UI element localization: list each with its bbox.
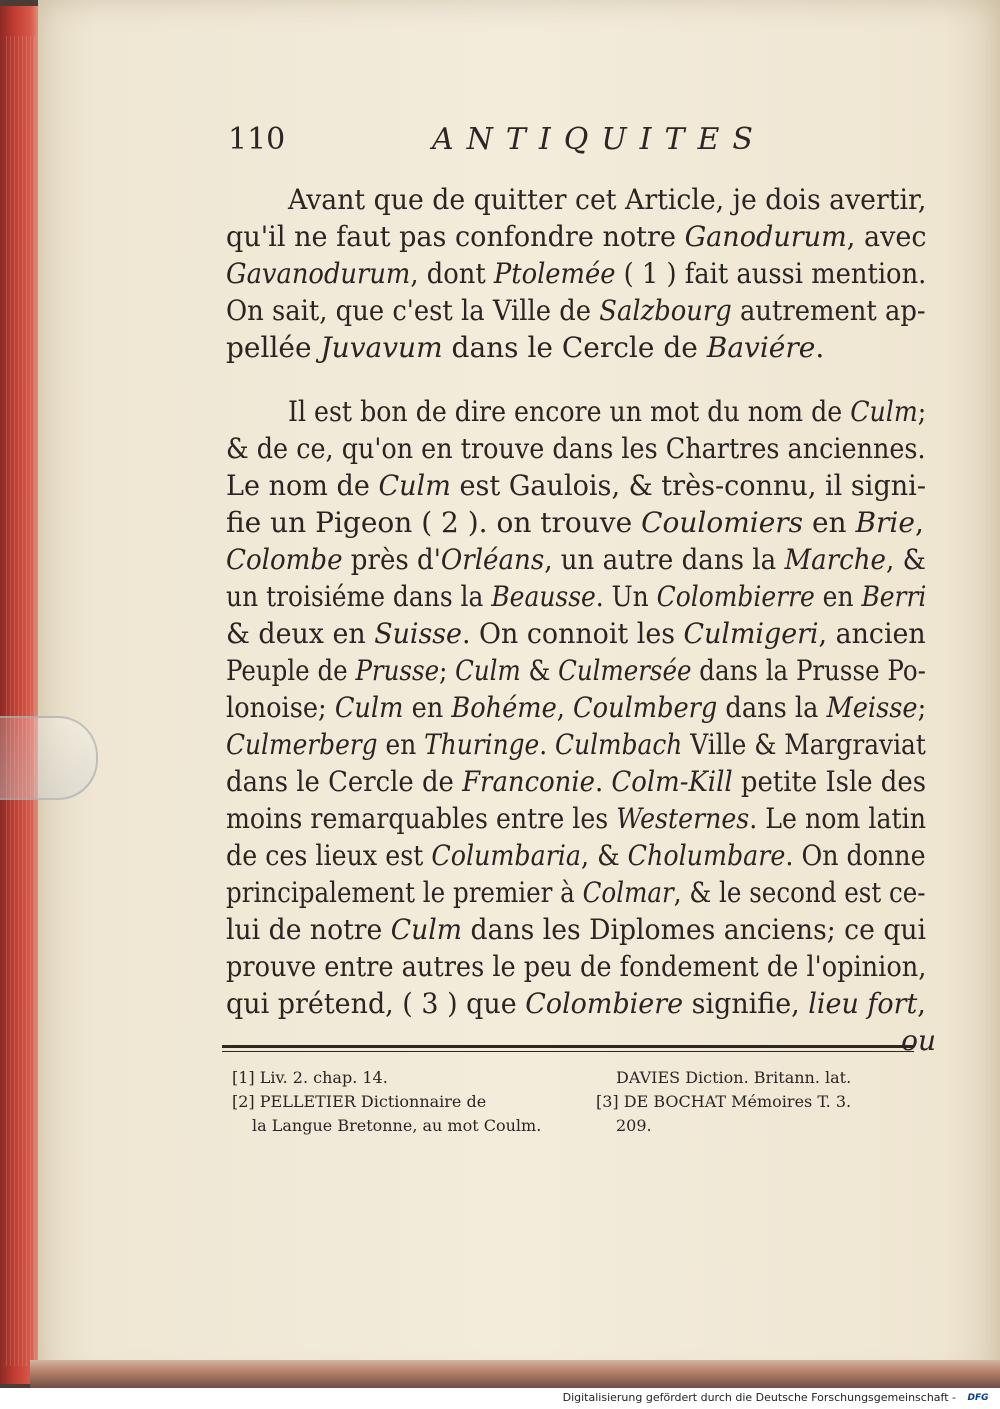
text-line-content <box>226 505 924 541</box>
page-header <box>228 122 928 172</box>
italic-term: Baviére <box>706 331 816 364</box>
page-number: 110 <box>228 122 286 157</box>
text-line-content <box>226 949 926 985</box>
text-segment: . <box>815 331 825 364</box>
text-line <box>226 616 936 652</box>
italic-term: Culmbach <box>555 728 683 761</box>
text-segment: & deux en <box>226 617 375 650</box>
italic-term: Culmersée <box>558 654 692 687</box>
text-line-content <box>226 431 926 467</box>
text-segment: Peuple de <box>226 654 356 687</box>
digitization-credit: Digitalisierung gefördert durch die Deutsche Forschungsgemeinschaft - <box>562 1391 956 1404</box>
digitization-footer <box>0 1388 1000 1409</box>
text-segment: lui de notre <box>226 913 391 946</box>
italic-term: Colombe <box>226 543 343 576</box>
italic-term: Franconie <box>462 765 595 798</box>
text-line <box>226 579 936 615</box>
text-line <box>226 838 936 874</box>
italic-term: Berri <box>861 580 927 613</box>
text-segment: Il est bon de dire encore un mot du nom de <box>288 395 851 428</box>
footnote-rule <box>222 1045 914 1048</box>
italic-term: Columbaria <box>431 839 582 872</box>
italic-term: Bohéme <box>451 691 557 724</box>
text-line <box>226 219 936 255</box>
italic-term: Beausse <box>491 580 596 613</box>
text-segment: qu'il ne faut pas confondre notre <box>226 220 685 253</box>
text-segment: de ces lieux est <box>226 839 432 872</box>
text-segment: , & le second est ce- <box>673 876 926 909</box>
italic-term: Thuringe <box>424 728 540 761</box>
text-segment: . Le nom latin <box>749 802 926 835</box>
text-line-content <box>288 182 926 218</box>
text-segment: , & <box>885 543 926 576</box>
italic-term: Cholumbare <box>627 839 786 872</box>
text-segment: prouve entre autres le peu de fondement de l'opinion, <box>226 950 927 983</box>
text-segment: , <box>556 691 574 724</box>
text-line <box>226 468 936 504</box>
text-segment: , ancien <box>818 617 926 650</box>
text-segment: dans le Cercle de <box>226 765 463 798</box>
text-line-content <box>226 727 926 763</box>
italic-term: lieu fort <box>808 987 918 1020</box>
text-segment: ; <box>917 395 927 428</box>
text-segment: & de ce, qu'on en trouve dans les Chartres anciennes. <box>226 432 926 465</box>
italic-term: Coulomiers <box>641 506 804 539</box>
footnote-1: [1] Liv. 2. chap. 14. <box>232 1068 388 1087</box>
italic-term: Colombierre <box>656 580 815 613</box>
text-line-content <box>226 986 926 1022</box>
text-segment: dans le Cercle de <box>442 331 707 364</box>
footnote-2-continuation: la Langue Bretonne, au mot Coulm. <box>252 1116 542 1135</box>
text-segment: ; <box>439 654 456 687</box>
italic-term: Culmerberg <box>226 728 378 761</box>
text-segment: , <box>917 987 926 1020</box>
text-segment: principalement le premier à <box>226 876 583 909</box>
text-segment: autrement ap- <box>731 294 926 327</box>
text-line-content <box>288 394 926 430</box>
text-line-content <box>226 542 926 578</box>
text-segment: . <box>539 728 556 761</box>
italic-term: Prusse <box>355 654 440 687</box>
italic-term: Westernes <box>616 802 750 835</box>
italic-term: Meisse <box>826 691 918 724</box>
text-segment: en <box>803 506 856 539</box>
text-segment: dans les Diplomes anciens; ce qui <box>462 913 927 946</box>
text-line <box>226 912 936 948</box>
text-line-content <box>226 579 926 615</box>
text-segment: qui prétend, ( 3 ) que <box>226 987 526 1020</box>
text-segment: en <box>403 691 452 724</box>
text-line-content <box>226 330 824 366</box>
text-line-content <box>226 293 926 329</box>
text-line <box>226 653 936 689</box>
italic-term: Culm <box>390 913 463 946</box>
text-line <box>226 801 936 837</box>
text-segment: , & <box>581 839 628 872</box>
text-segment: près d' <box>342 543 441 576</box>
footnote-3: [3] DE BOCHAT Mémoires T. 3. <box>596 1092 852 1111</box>
text-segment: en <box>377 728 425 761</box>
text-segment: en <box>814 580 862 613</box>
page-clip-icon <box>0 716 98 800</box>
text-segment: est Gaulois, & très-connu, il signi- <box>450 469 926 502</box>
catchword-line <box>226 1023 936 1059</box>
text-line <box>226 293 936 329</box>
text-segment: , un autre dans la <box>544 543 785 576</box>
italic-term: Culm <box>334 691 404 724</box>
text-segment: . On connoit les <box>461 617 684 650</box>
text-segment: moins remarquables entre les <box>226 802 617 835</box>
running-title: ANTIQUITES <box>432 122 766 157</box>
book-bottom-edge <box>30 1360 1000 1388</box>
text-line-content <box>226 801 926 837</box>
italic-term: Suisse <box>374 617 462 650</box>
text-line <box>226 949 936 985</box>
text-line <box>226 764 936 800</box>
text-segment: , avec <box>846 220 927 253</box>
italic-term: Culm <box>378 469 451 502</box>
text-line-content <box>226 616 926 652</box>
text-segment: , dont <box>410 257 494 290</box>
text-segment: . On donne <box>785 839 926 872</box>
footnote-2: [2] PELLETIER Dictionnaire de <box>232 1092 487 1111</box>
text-segment: dans la <box>717 691 827 724</box>
text-segment: & <box>520 654 559 687</box>
text-segment: ; <box>917 691 927 724</box>
text-line <box>226 256 936 292</box>
text-segment: On sait, que c'est la Ville de <box>226 294 600 327</box>
text-segment: pellée <box>226 331 321 364</box>
text-line-content <box>226 912 926 948</box>
italic-term: Marche <box>784 543 886 576</box>
italic-term: Ptolemée <box>493 257 616 290</box>
text-segment: . <box>594 765 612 798</box>
italic-term: Orléans <box>440 543 545 576</box>
italic-term: Coulmberg <box>573 691 718 724</box>
text-line-content <box>226 219 927 255</box>
italic-term: Gavanodurum <box>226 257 411 290</box>
text-segment: petite Isle des <box>732 765 927 798</box>
text-line <box>226 330 936 366</box>
text-line-content <box>226 875 926 911</box>
catchword: ou <box>901 1024 936 1057</box>
text-segment: ( 1 ) fait aussi mention. <box>615 257 927 290</box>
text-line <box>226 182 936 218</box>
text-segment: un troisiéme dans la <box>226 580 492 613</box>
footnote-3-continuation: 209. <box>616 1116 652 1135</box>
italic-term: Colmar <box>582 876 674 909</box>
footnote-continuation: DAVIES Diction. Britann. lat. <box>616 1068 852 1087</box>
text-line <box>226 875 936 911</box>
text-segment: fie un Pigeon ( 2 ). on trouve <box>226 506 642 539</box>
italic-term: Salzbourg <box>599 294 732 327</box>
text-segment: Le nom de <box>226 469 379 502</box>
text-line-content <box>226 838 926 874</box>
text-line <box>226 542 936 578</box>
text-line <box>226 727 936 763</box>
italic-term: Ganodurum <box>684 220 847 253</box>
text-segment: , <box>914 506 924 539</box>
footnote-rule-thin <box>222 1051 914 1052</box>
text-line-content <box>226 256 926 292</box>
italic-term: Culmigeri <box>683 617 819 650</box>
text-line <box>226 394 936 430</box>
italic-term: Culm <box>850 395 918 428</box>
text-line-content <box>226 468 926 504</box>
text-line-content <box>226 764 926 800</box>
text-line <box>226 505 936 541</box>
text-segment: Ville & Margraviat <box>682 728 926 761</box>
text-segment: lonoise; <box>226 691 335 724</box>
text-line <box>226 690 936 726</box>
text-segment: Avant que de quitter cet Article, je dois avertir, <box>288 183 927 216</box>
text-line <box>226 431 936 467</box>
text-line <box>226 986 936 1022</box>
italic-term: Colm-Kill <box>611 765 733 798</box>
italic-term: Juvavum <box>320 331 443 364</box>
text-segment: . Un <box>595 580 657 613</box>
page-edge-texture <box>6 36 36 1366</box>
text-segment: signifie, <box>683 987 809 1020</box>
italic-term: Brie <box>855 506 915 539</box>
text-line-content <box>226 690 926 726</box>
text-line-content <box>226 653 926 689</box>
dfg-logo-icon: DFG <box>967 1393 989 1403</box>
text-segment: dans la Prusse Po- <box>691 654 926 687</box>
italic-term: Culm <box>455 654 521 687</box>
italic-term: Colombiere <box>525 987 684 1020</box>
